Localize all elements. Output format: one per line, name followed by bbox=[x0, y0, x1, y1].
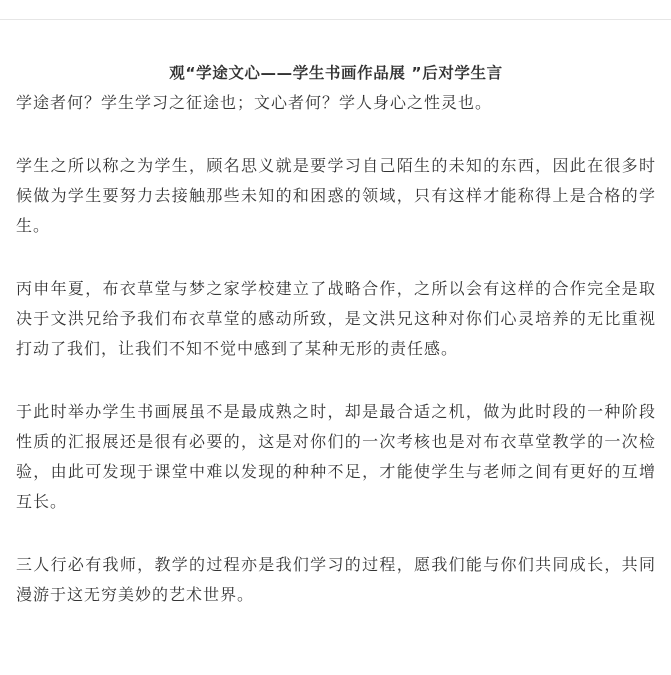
paragraph: 于此时举办学生书画展虽不是最成熟之时，却是最合适之机，做为此时段的一种阶段性质的汇报展还是很有必要的，这是对你们的一次考核也是对布衣草堂教学的一次检验，由此可发现于课堂中难以发现的种种不足，才能使学生与老师之间有更好的互增互长。 bbox=[16, 402, 656, 511]
paragraph: 丙申年夏，布衣草堂与梦之家学校建立了战略合作，之所以会有这样的合作完全是取决于文洪兄给予我们布衣草堂的感动所致，是文洪兄这种对你们心灵培养的无比重视打动了我们，让我们不知不觉中感到了某种无形的责任感。 bbox=[16, 279, 656, 358]
paragraph-gap bbox=[16, 118, 656, 151]
article-title: 观“学途文心——学生书画作品展 ”后对学生言 bbox=[169, 64, 503, 82]
paragraph-gap bbox=[16, 364, 656, 397]
paragraph: 学途者何？学生学习之征途也；文心者何？学人身心之性灵也。 bbox=[16, 93, 493, 112]
paragraph-gap bbox=[16, 241, 656, 274]
paragraph: 三人行必有我师，教学的过程亦是我们学习的过程，愿我们能与你们共同成长，共同漫游于这无穷美妙的艺术世界。 bbox=[16, 555, 656, 604]
paragraph: 学生之所以称之为学生，顾名思义就是要学习自己陌生的未知的东西，因此在很多时候做为学生要努力去接触那些未知的和困惑的领域，只有这样才能称得上是合格的学生。 bbox=[16, 156, 656, 235]
paragraph-gap bbox=[16, 517, 656, 550]
top-divider bbox=[0, 19, 671, 20]
article-body bbox=[16, 58, 656, 610]
